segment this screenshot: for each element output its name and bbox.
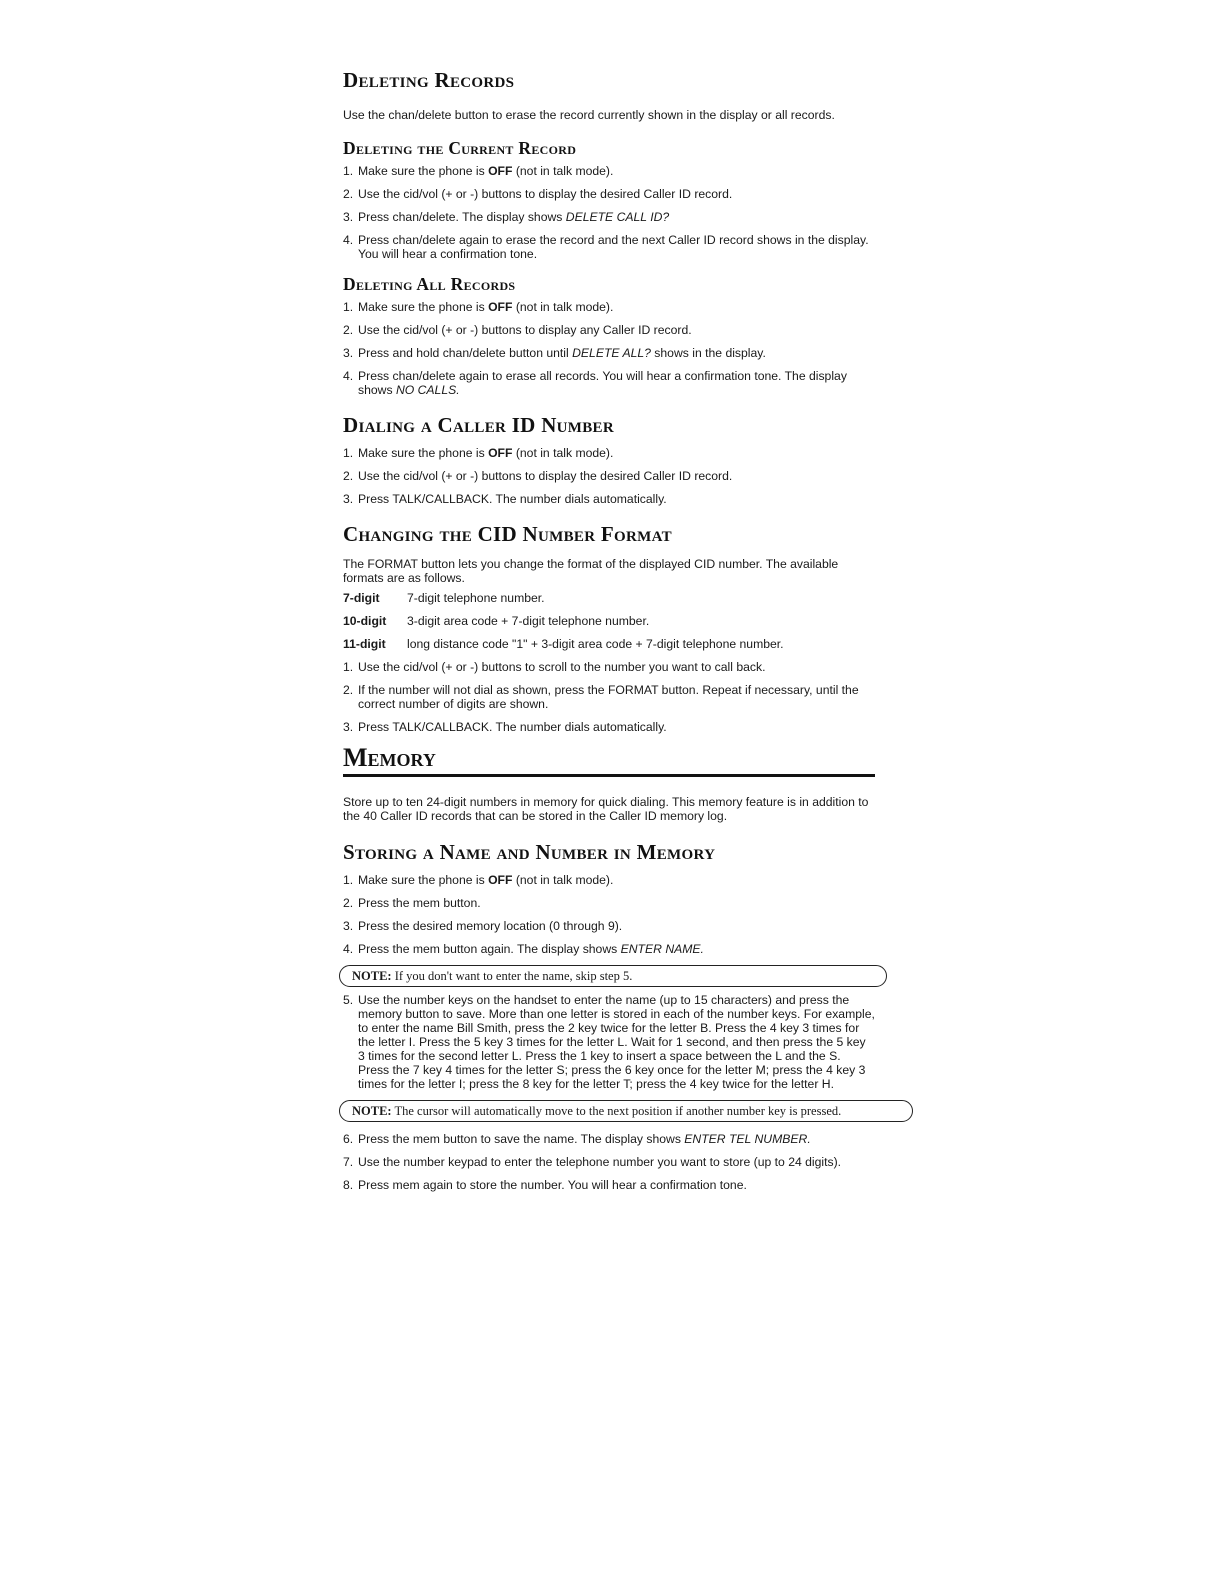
step-text: Press TALK/CALLBACK. The number dials automatically. (358, 720, 667, 734)
display-message: NO CALLS. (395, 383, 460, 397)
step-number: 4. (343, 233, 354, 247)
note-text: The cursor will automatically move to the next position if another number key is pressed. (391, 1104, 842, 1118)
step-item (343, 210, 875, 224)
note-cursor (339, 1100, 913, 1122)
step-item (343, 187, 875, 201)
format-term: 10-digit (343, 614, 387, 628)
format-description: long distance code "1" + 3-digit area code + 7-digit telephone number. (407, 637, 784, 651)
step-item (343, 1178, 875, 1192)
format-description: 7-digit telephone number. (407, 591, 545, 605)
deleting-current-steps (343, 164, 875, 261)
step-text: shows in the display. (650, 346, 766, 360)
format-row (343, 614, 875, 628)
step-text: (not in talk mode). (512, 164, 614, 178)
step-text: (not in talk mode). (512, 446, 614, 460)
dialing-steps (343, 446, 875, 506)
step-number: 3. (343, 720, 354, 734)
note-label: NOTE: (352, 969, 392, 983)
step-text: Press TALK/CALLBACK. The number dials automatically. (358, 492, 667, 506)
step-item (343, 446, 875, 460)
step-text: Press the desired memory location (0 through 9). (358, 919, 623, 933)
step-text: Use the number keys on the handset to enter the name (up to 15 characters) and press the memory button to save. More than one letter is stored in each of the number keys. For example, to enter the name Bill Smith, press the 2 key twice for the letter B. Press the 4 key 3 times for the letter I. Press the 5 key 3 times for the letter L. Wait for 1 second, and then press the 5 key 3 times for the second letter L. Press the 1 key to insert a space between the L and the S. Press the 7 key 4 times for the letter S; press the 6 key once for the letter M; press the 4 key 3 times for the letter I; press the 8 key for the letter T; press the 4 key twice for the letter H. (358, 993, 875, 1091)
step-number: 1. (343, 873, 354, 887)
step-text: Use the cid/vol (+ or -) buttons to display the desired Caller ID record. (358, 187, 733, 201)
format-term: 11-digit (343, 637, 386, 651)
step-number: 8. (343, 1178, 354, 1192)
step-item (343, 942, 875, 956)
step-item (343, 369, 875, 397)
storing-steps-a (343, 873, 875, 956)
step-number: 6. (343, 1132, 354, 1146)
step-number: 4. (343, 942, 354, 956)
step-text: Use the number keypad to enter the telephone number you want to store (up to 24 digits). (358, 1155, 842, 1169)
note-text: If you don't want to enter the name, skip step 5. (391, 969, 633, 983)
display-message: DELETE ALL? (572, 346, 651, 360)
format-row (343, 591, 875, 605)
step-emphasis: OFF (488, 164, 513, 178)
step-number: 3. (343, 492, 354, 506)
step-item (343, 1155, 875, 1169)
step-number: 1. (343, 446, 354, 460)
step-text: Press mem again to store the number. You will hear a confirmation tone. (358, 1178, 747, 1192)
storing-steps-b (343, 993, 875, 1091)
step-item (343, 919, 875, 933)
display-message: ENTER TEL NUMBER. (684, 1132, 811, 1146)
step-text: If the number will not dial as shown, press the FORMAT button. Repeat if necessary, until the correct number of digits are shown. (358, 683, 859, 711)
step-text: Make sure the phone is (358, 164, 489, 178)
format-row (343, 637, 875, 651)
step-number: 3. (343, 919, 354, 933)
manual-page (343, 64, 875, 1201)
deleting-all-heading: Deleting All Records (343, 274, 516, 294)
format-description: 3-digit area code + 7-digit telephone number. (407, 614, 650, 628)
format-steps (343, 660, 875, 734)
step-text: Use the cid/vol (+ or -) buttons to display the desired Caller ID record. (358, 469, 733, 483)
step-emphasis: OFF (488, 873, 513, 887)
step-number: 5. (343, 993, 354, 1007)
step-number: 3. (343, 346, 354, 360)
step-number: 2. (343, 896, 354, 910)
note-skip-name (339, 965, 887, 987)
step-text: Press the mem button again. The display shows (358, 942, 621, 956)
step-text: (not in talk mode). (512, 873, 614, 887)
step-item (343, 896, 875, 910)
step-text: Make sure the phone is (358, 300, 489, 314)
display-message: ENTER NAME. (620, 942, 704, 956)
step-text: Press chan/delete. The display shows (358, 210, 566, 224)
step-item (343, 346, 875, 360)
memory-intro: Store up to ten 24-digit numbers in memory for quick dialing. This memory feature is in addition to the 40 Caller ID records that can be stored in the Caller ID memory log. (343, 795, 869, 823)
step-text: (not in talk mode). (512, 300, 614, 314)
step-text: Press and hold chan/delete button until (358, 346, 573, 360)
step-text: Press the mem button. (358, 896, 481, 910)
step-number: 3. (343, 210, 354, 224)
display-message: DELETE CALL ID? (565, 210, 670, 224)
note-label: NOTE: (352, 1104, 392, 1118)
step-number: 4. (343, 369, 354, 383)
format-intro: The FORMAT button lets you change the format of the displayed CID number. The available formats are as follows. (343, 557, 839, 585)
step-text: Press chan/delete again to erase the record and the next Caller ID record shows in the display. You will hear a confirmation tone. (358, 233, 869, 261)
step-number: 1. (343, 660, 354, 674)
step-item (343, 469, 875, 483)
step-item (343, 492, 875, 506)
deleting-current-heading: Deleting the Current Record (343, 138, 577, 158)
step-text: Make sure the phone is (358, 446, 489, 460)
step-item (343, 660, 875, 674)
step-number: 2. (343, 323, 354, 337)
deleting-records-intro: Use the chan/delete button to erase the record currently shown in the display or all records. (343, 108, 835, 122)
step-text: Use the cid/vol (+ or -) buttons to display any Caller ID record. (358, 323, 692, 337)
format-term: 7-digit (343, 591, 380, 605)
step-text: Press the mem button to save the name. The display shows (358, 1132, 685, 1146)
step-item (343, 683, 875, 711)
deleting-all-steps (343, 300, 875, 397)
step-number: 1. (343, 300, 354, 314)
storing-steps-c (343, 1132, 875, 1192)
dialing-heading: Dialing a Caller ID Number (343, 413, 614, 437)
format-heading: Changing the CID Number Format (343, 522, 672, 546)
step-emphasis: OFF (488, 446, 513, 460)
step-number: 2. (343, 683, 354, 697)
format-list (343, 591, 875, 651)
memory-chapter-heading: Memory (343, 743, 875, 777)
step-item (343, 323, 875, 337)
step-emphasis: OFF (488, 300, 513, 314)
step-item (343, 164, 875, 178)
step-number: 7. (343, 1155, 354, 1169)
step-number: 2. (343, 187, 354, 201)
step-item (343, 300, 875, 314)
step-number: 2. (343, 469, 354, 483)
storing-heading: Storing a Name and Number in Memory (343, 840, 716, 864)
step-number: 1. (343, 164, 354, 178)
step-item (343, 720, 875, 734)
step-text: Use the cid/vol (+ or -) buttons to scroll to the number you want to call back. (358, 660, 766, 674)
step-item (343, 993, 875, 1091)
step-text: Press chan/delete again to erase all records. You will hear a confirmation tone. The display shows (358, 369, 847, 397)
deleting-records-heading: Deleting Records (343, 68, 515, 92)
step-item (343, 1132, 875, 1146)
step-text: Make sure the phone is (358, 873, 489, 887)
step-item (343, 233, 875, 261)
step-item (343, 873, 875, 887)
